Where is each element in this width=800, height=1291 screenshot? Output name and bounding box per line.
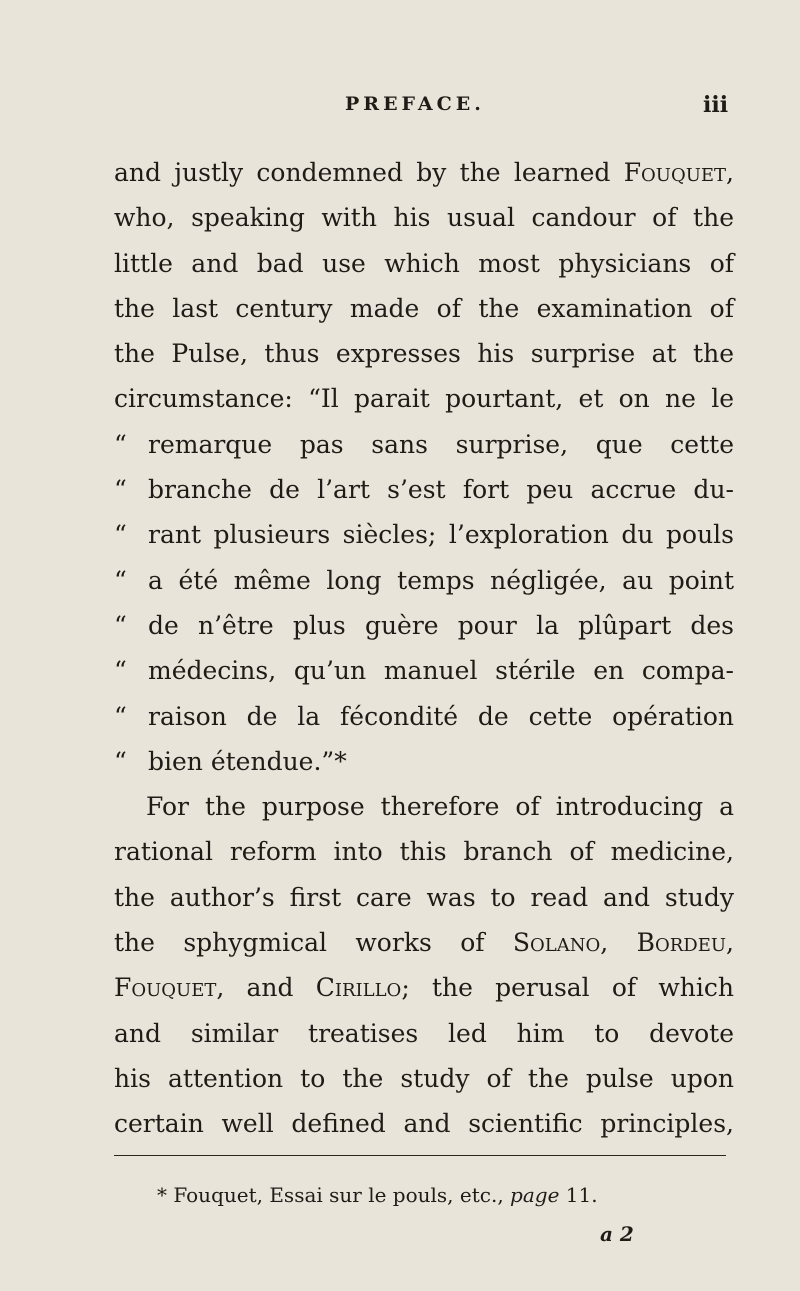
- quote-mark: “: [114, 475, 127, 505]
- author-name: Bordeu: [636, 928, 727, 958]
- author-name: Fouquet: [114, 973, 217, 1003]
- author-name: Solano: [512, 928, 601, 958]
- quote-mark: “: [114, 565, 127, 595]
- text-line: rational reform into this branch of medicine,: [114, 837, 734, 867]
- quote-mark: “: [114, 746, 127, 776]
- signature-mark: a 2: [600, 1222, 634, 1246]
- footnote-rule: [114, 1155, 726, 1156]
- author-name: Fouquet: [623, 158, 727, 187]
- text-line: who, speaking with his usual candour of the: [114, 203, 734, 233]
- quote-line: “ a été même long temps négligée, au point: [114, 558, 734, 603]
- quote-mark: “: [114, 701, 127, 731]
- text-line: his attention to the study of the pulse upon: [114, 1063, 734, 1093]
- text-line: circumstance: “Il parait pourtant, et on ne le: [114, 384, 734, 414]
- quote-line: “ de n’être plus guère pour la plûpart des: [114, 603, 734, 648]
- quote-line: “ remarque pas sans surprise, que cette: [114, 422, 734, 467]
- footnote: * Fouquet, Essai sur le pouls, etc., page 11.: [157, 1183, 598, 1207]
- text-line: little and bad use which most physicians of: [114, 248, 734, 278]
- quote-mark: “: [114, 520, 127, 550]
- running-head: PREFACE.: [345, 93, 485, 115]
- body-text: [114, 150, 734, 1147]
- text-line: Fouquet, and Cirillo; the perusal of which: [114, 973, 734, 1003]
- page-number: iii: [703, 92, 729, 118]
- text-line: the author’s first care was to read and study: [114, 882, 734, 912]
- quote-line: “ bien étendue.”*: [114, 739, 734, 784]
- quote-mark: “: [114, 656, 127, 686]
- author-name: Cirillo: [315, 973, 402, 1003]
- text-line: certain well defined and scientific principles,: [114, 1109, 734, 1139]
- quote-line: “ branche de l’art s’est fort peu accrue du-: [114, 467, 734, 512]
- quote-line: “ rant plusieurs siècles; l’exploration du pouls: [114, 512, 734, 557]
- text-line: For the purpose therefore of introducing a: [146, 792, 734, 822]
- quote-line: “ médecins, qu’un manuel stérile en compa-: [114, 648, 734, 693]
- quote-line: “ raison de la fécondité de cette opération: [114, 694, 734, 739]
- text-line: the last century made of the examination of: [114, 293, 734, 323]
- quote-mark: “: [114, 610, 127, 640]
- text-line: the Pulse, thus expresses his surprise at the: [114, 339, 734, 369]
- text-line: and similar treatises led him to devote: [114, 1018, 734, 1048]
- quote-mark: “: [114, 429, 127, 459]
- text-line: and justly condemned by the learned Fouquet,: [114, 158, 734, 187]
- page-header: [0, 88, 800, 128]
- text-line: the sphygmical works of Solano, Bordeu,: [114, 928, 734, 958]
